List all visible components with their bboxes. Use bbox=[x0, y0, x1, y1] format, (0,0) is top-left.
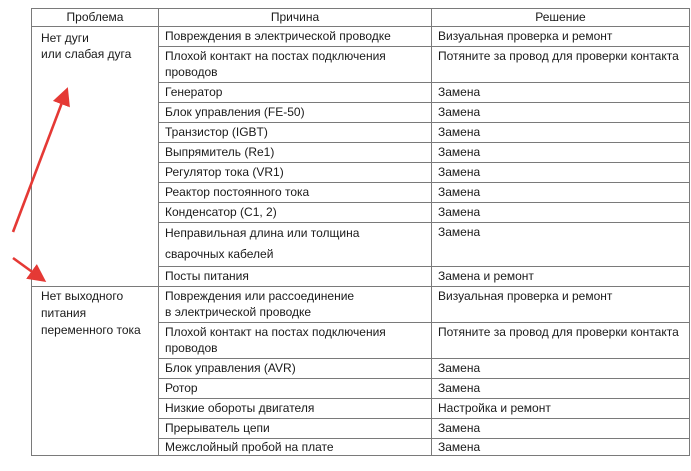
cause-cell bbox=[159, 223, 432, 267]
table-row bbox=[32, 27, 690, 47]
solution-cell: Визуальная проверка и ремонт bbox=[432, 27, 690, 47]
header-problem: Проблема bbox=[32, 9, 159, 27]
cause-cell: Конденсатор (C1, 2) bbox=[159, 203, 432, 223]
cause-cell: Повреждения в электрической проводке bbox=[159, 27, 432, 47]
cause-cell: Реактор постоянного тока bbox=[159, 183, 432, 203]
cause-cell: Низкие обороты двигателя bbox=[159, 399, 432, 419]
cause-cell: Транзистор (IGBT) bbox=[159, 123, 432, 143]
cause-cell: Регулятор тока (VR1) bbox=[159, 163, 432, 183]
problem-cell bbox=[32, 27, 159, 287]
problem-line: Нет выходного питания переменного тока bbox=[41, 289, 141, 337]
cause-cell: Посты питания bbox=[159, 267, 432, 287]
problem-cell bbox=[32, 287, 159, 456]
cause-cell: Ротор bbox=[159, 379, 432, 399]
header-row bbox=[32, 9, 690, 27]
solution-cell: Потяните за провод для проверки контакта bbox=[432, 47, 690, 83]
solution-cell: Замена bbox=[432, 83, 690, 103]
cause-cell: Прерыватель цепи bbox=[159, 419, 432, 439]
solution-cell: Замена bbox=[432, 183, 690, 203]
cause-cell: Блок управления (AVR) bbox=[159, 359, 432, 379]
solution-cell: Замена и ремонт bbox=[432, 267, 690, 287]
cause-text: Неправильная длина или толщина сварочных кабелей bbox=[165, 226, 360, 261]
cause-cell: Выпрямитель (Re1) bbox=[159, 143, 432, 163]
solution-cell: Визуальная проверка и ремонт bbox=[432, 287, 690, 323]
cause-cell: Плохой контакт на постах подключения проводов bbox=[159, 323, 432, 359]
header-cause: Причина bbox=[159, 9, 432, 27]
solution-cell: Замена bbox=[432, 439, 690, 456]
solution-cell: Замена bbox=[432, 223, 690, 267]
solution-cell: Замена bbox=[432, 203, 690, 223]
cause-cell: Межслойный пробой на плате bbox=[159, 439, 432, 456]
solution-cell: Замена bbox=[432, 359, 690, 379]
cause-cell: Плохой контакт на постах подключения проводов bbox=[159, 47, 432, 83]
solution-cell: Настройка и ремонт bbox=[432, 399, 690, 419]
header-solution: Решение bbox=[432, 9, 690, 27]
cause-cell bbox=[159, 287, 432, 323]
solution-cell: Замена bbox=[432, 143, 690, 163]
solution-cell: Замена bbox=[432, 419, 690, 439]
cause-text: Повреждения или рассоединение в электрической проводке bbox=[165, 289, 355, 319]
problem-line: Нет дуги или слабая дуга bbox=[41, 31, 132, 61]
solution-cell: Замена bbox=[432, 379, 690, 399]
troubleshooting-table bbox=[31, 8, 690, 456]
cause-cell: Блок управления (FE-50) bbox=[159, 103, 432, 123]
solution-cell: Замена bbox=[432, 123, 690, 143]
solution-cell: Замена bbox=[432, 103, 690, 123]
solution-cell: Потяните за провод для проверки контакта bbox=[432, 323, 690, 359]
solution-cell: Замена bbox=[432, 163, 690, 183]
table-row bbox=[32, 287, 690, 323]
cause-cell: Генератор bbox=[159, 83, 432, 103]
